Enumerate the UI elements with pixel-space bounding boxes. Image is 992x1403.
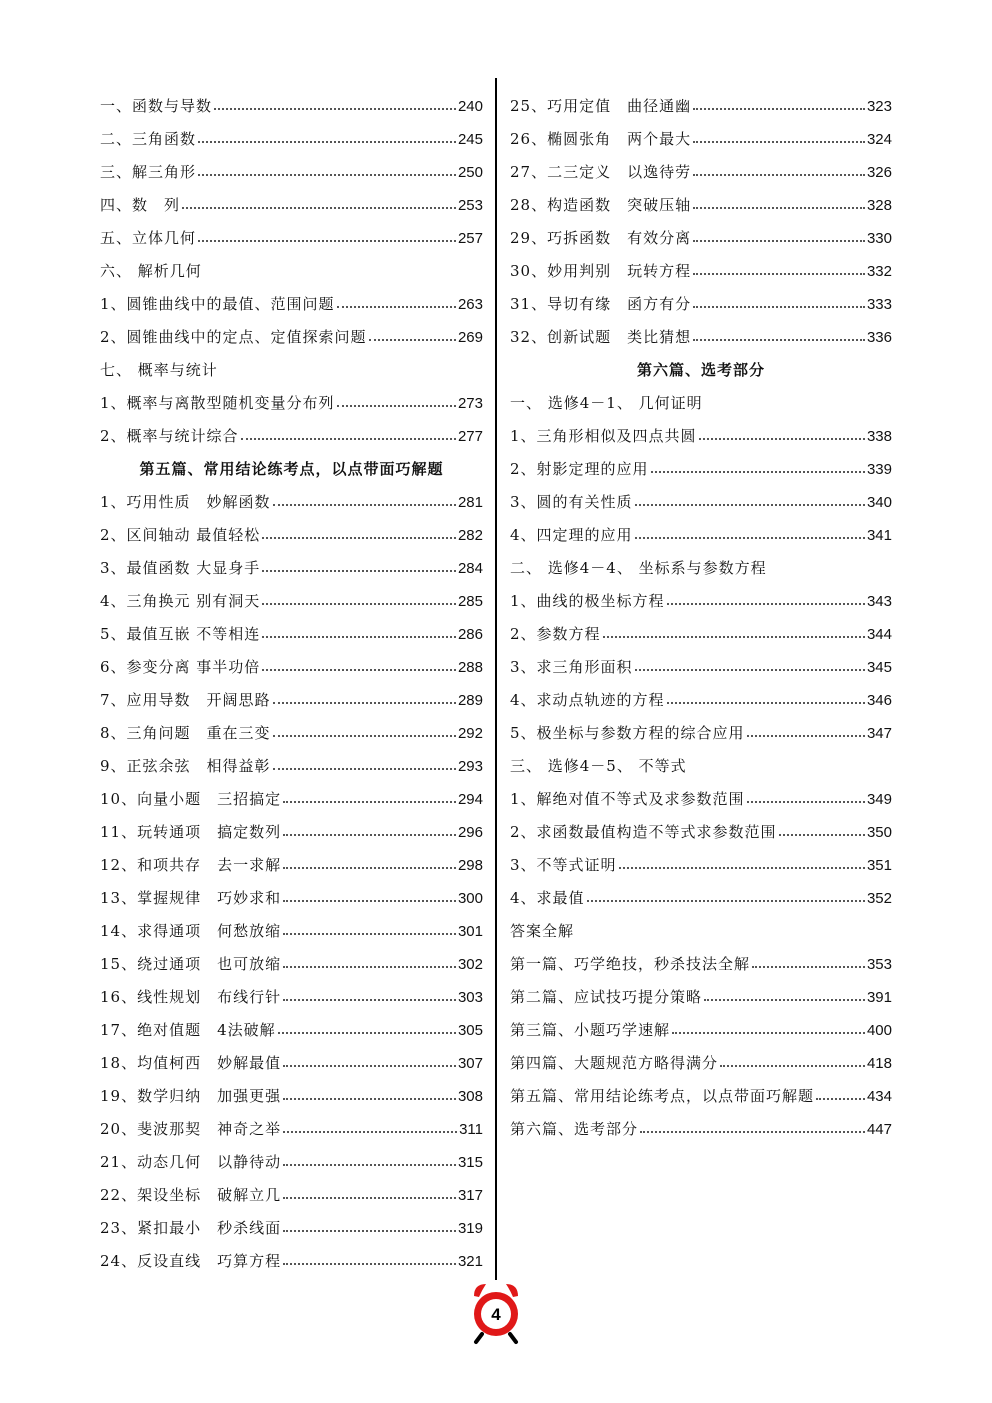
toc-right-column [510, 90, 892, 1146]
toc-entry [510, 783, 892, 816]
dot-leader [283, 1230, 456, 1232]
dot-leader [278, 1032, 456, 1034]
toc-entry-page: 305 [457, 1022, 483, 1039]
dot-leader [693, 306, 865, 308]
toc-entry-page: 339 [866, 461, 892, 478]
toc-entry [100, 915, 483, 948]
toc-entry [100, 1014, 483, 1047]
toc-entry-page: 293 [457, 758, 483, 775]
toc-entry-label: 三、解三角形 [100, 163, 197, 181]
dot-leader [283, 1131, 457, 1133]
toc-entry-page: 298 [457, 857, 483, 874]
section-heading: 二、 选修4－4、 坐标系与参数方程 [510, 559, 767, 577]
toc-entry-page: 326 [866, 164, 892, 181]
toc-entry-label: 4、三角换元 别有洞天 [100, 592, 261, 610]
dot-leader [693, 141, 865, 143]
toc-entry-label: 17、绝对值题 4法破解 [100, 1021, 276, 1039]
toc-entry [510, 1113, 892, 1146]
alarm-clock-icon [470, 1280, 522, 1346]
dot-leader [672, 1032, 865, 1034]
dot-leader [747, 801, 865, 803]
toc-entry-label: 28、构造函数 突破压轴 [510, 196, 692, 214]
toc-entry-page: 308 [457, 1088, 483, 1105]
toc-entry-label: 1、概率与离散型随机变量分布列 [100, 394, 335, 412]
dot-leader [635, 669, 865, 671]
dot-leader [704, 999, 865, 1001]
toc-entry [510, 123, 892, 156]
toc-entry-page: 332 [866, 263, 892, 280]
dot-leader [693, 174, 865, 176]
toc-entry-page: 288 [457, 659, 483, 676]
toc-entry [510, 684, 892, 717]
toc-entry [100, 288, 483, 321]
toc-entry-page: 286 [457, 626, 483, 643]
toc-entry-label: 2、区间轴动 最值轻松 [100, 526, 261, 544]
toc-entry [100, 222, 483, 255]
toc-entry-page: 263 [457, 296, 483, 313]
toc-entry-label: 7、应用导数 开阔思路 [100, 691, 271, 709]
toc-entry [510, 222, 892, 255]
toc-entry-label: 3、不等式证明 [510, 856, 617, 874]
dot-leader [693, 339, 865, 341]
toc-entry-page: 294 [457, 791, 483, 808]
toc-entry-label: 第二篇、应试技巧提分策略 [510, 988, 703, 1006]
dot-leader [816, 1098, 865, 1100]
dot-leader [283, 867, 456, 869]
toc-entry-label: 5、最值互嵌 不等相连 [100, 625, 261, 643]
toc-entry-page: 344 [866, 626, 892, 643]
toc-entry [510, 288, 892, 321]
toc-entry-page: 391 [866, 989, 892, 1006]
toc-entry-page: 289 [457, 692, 483, 709]
toc-entry-page: 292 [457, 725, 483, 742]
dot-leader [640, 1131, 865, 1133]
toc-entry-page: 347 [866, 725, 892, 742]
toc-entry [510, 321, 892, 354]
dot-leader [283, 933, 456, 935]
toc-entry [510, 486, 892, 519]
toc-entry [510, 618, 892, 651]
dot-leader [635, 504, 865, 506]
toc-entry [100, 717, 483, 750]
dot-leader [273, 702, 456, 704]
toc-entry-page: 328 [866, 197, 892, 214]
toc-entry [100, 1179, 483, 1212]
toc-entry [100, 1245, 483, 1278]
dot-leader [667, 702, 865, 704]
toc-entry [100, 816, 483, 849]
toc-entry-label: 15、绕过通项 也可放缩 [100, 955, 282, 973]
toc-entry-label: 9、正弦余弦 相得益彰 [100, 757, 271, 775]
toc-entry [510, 156, 892, 189]
toc-entry-page: 250 [457, 164, 483, 181]
toc-entry-page: 349 [866, 791, 892, 808]
dot-leader [752, 966, 865, 968]
toc-entry [100, 156, 483, 189]
toc-entry-label: 第四篇、大题规范方略得满分 [510, 1054, 719, 1072]
toc-entry [510, 519, 892, 552]
toc-entry-page: 245 [457, 131, 483, 148]
toc-entry-page: 323 [866, 98, 892, 115]
section-heading: 七、 概率与统计 [100, 361, 218, 379]
toc-entry-label: 18、均值柯西 妙解最值 [100, 1054, 282, 1072]
toc-entry [510, 585, 892, 618]
toc-entry-page: 434 [866, 1088, 892, 1105]
toc-entry-label: 第一篇、巧学绝技，秒杀技法全解 [510, 955, 751, 973]
toc-entry-label: 21、动态几何 以静待动 [100, 1153, 282, 1171]
section-heading: 六、 解析几何 [100, 262, 202, 280]
toc-entry-label: 2、圆锥曲线中的定点、定值探索问题 [100, 328, 367, 346]
toc-entry-page: 321 [457, 1253, 483, 1270]
dot-leader [667, 603, 865, 605]
dot-leader [619, 867, 865, 869]
dot-leader [273, 768, 456, 770]
dot-leader [587, 900, 865, 902]
toc-entry [510, 816, 892, 849]
column-divider [495, 78, 497, 1280]
toc-entry-page: 447 [866, 1121, 892, 1138]
dot-leader [693, 273, 865, 275]
toc-entry-page: 307 [457, 1055, 483, 1072]
toc-entry-page: 418 [866, 1055, 892, 1072]
toc-entry [100, 618, 483, 651]
toc-entry-page: 319 [457, 1220, 483, 1237]
toc-entry [100, 123, 483, 156]
toc-entry [510, 1080, 892, 1113]
toc-entry-page: 343 [866, 593, 892, 610]
dot-leader [283, 1098, 456, 1100]
toc-entry-page: 317 [457, 1187, 483, 1204]
dot-leader [283, 966, 456, 968]
dot-leader [283, 999, 456, 1001]
toc-entry-page: 400 [866, 1022, 892, 1039]
toc-entry [100, 1146, 483, 1179]
dot-leader [273, 504, 456, 506]
toc-entry-label: 19、数学归纳 加强更强 [100, 1087, 282, 1105]
toc-entry [100, 849, 483, 882]
dot-leader [198, 141, 456, 143]
toc-entry [510, 717, 892, 750]
dot-leader [693, 108, 865, 110]
toc-entry-label: 12、和项共存 去一求解 [100, 856, 282, 874]
toc-entry-label: 23、紧扣最小 秒杀线面 [100, 1219, 282, 1237]
toc-entry [100, 552, 483, 585]
toc-entry-page: 350 [866, 824, 892, 841]
toc-entry-label: 4、求动点轨迹的方程 [510, 691, 665, 709]
toc-entry-page: 340 [866, 494, 892, 511]
toc-entry-page: 257 [457, 230, 483, 247]
toc-entry [100, 1047, 483, 1080]
toc-entry-page: 269 [457, 329, 483, 346]
toc-entry-page: 333 [866, 296, 892, 313]
toc-entry [100, 981, 483, 1014]
section-heading: 一、 选修4－1、 几何证明 [510, 394, 703, 412]
toc-entry-label: 二、三角函数 [100, 130, 197, 148]
toc-entry-page: 301 [457, 923, 483, 940]
toc-entry-page: 346 [866, 692, 892, 709]
toc-entry [100, 783, 483, 816]
dot-leader [779, 834, 865, 836]
page-number-badge [470, 1280, 522, 1346]
toc-entry-label: 20、斐波那契 神奇之举 [100, 1120, 282, 1138]
toc-entry [100, 882, 483, 915]
toc-entry-page: 341 [866, 527, 892, 544]
toc-entry-label: 30、妙用判别 玩转方程 [510, 262, 692, 280]
toc-entry-label: 31、导切有缘 函方有分 [510, 295, 692, 313]
toc-entry-page: 311 [459, 1121, 483, 1138]
toc-entry-label: 6、参变分离 事半功倍 [100, 658, 261, 676]
toc-entry-label: 24、反设直线 巧算方程 [100, 1252, 282, 1270]
toc-entry-label: 1、圆锥曲线中的最值、范围问题 [100, 295, 335, 313]
toc-entry-label: 13、掌握规律 巧妙求和 [100, 889, 282, 907]
toc-entry-label: 2、概率与统计综合 [100, 427, 239, 445]
dot-leader [241, 438, 456, 440]
toc-entry-label: 一、函数与导数 [100, 97, 213, 115]
toc-entry [100, 321, 483, 354]
toc-entry-page: 277 [457, 428, 483, 445]
toc-entry-label: 22、架设坐标 破解立几 [100, 1186, 282, 1204]
dot-leader [369, 339, 456, 341]
dot-leader [262, 537, 456, 539]
toc-entry-page: 315 [457, 1154, 483, 1171]
toc-entry-label: 4、四定理的应用 [510, 526, 633, 544]
toc-entry-label: 32、创新试题 类比猜想 [510, 328, 692, 346]
dot-leader [283, 1164, 456, 1166]
toc-entry-label: 1、解绝对值不等式及求参数范围 [510, 790, 745, 808]
toc-entry [100, 684, 483, 717]
toc-entry [510, 849, 892, 882]
dot-leader [262, 570, 456, 572]
toc-entry-label: 16、线性规划 布线行针 [100, 988, 282, 1006]
toc-entry [100, 387, 483, 420]
toc-entry-page: 336 [866, 329, 892, 346]
section-title: 第五篇、常用结论练考点，以点带面巧解题 [139, 460, 444, 478]
toc-entry [100, 1113, 483, 1146]
toc-entry-label: 4、求最值 [510, 889, 585, 907]
dot-leader [198, 174, 456, 176]
toc-left-column [100, 90, 483, 1278]
dot-leader [198, 240, 456, 242]
toc-entry-label: 26、椭圆张角 两个最大 [510, 130, 692, 148]
toc-entry-page: 253 [457, 197, 483, 214]
dot-leader [283, 900, 456, 902]
toc-entry [510, 420, 892, 453]
toc-entry [510, 1047, 892, 1080]
dot-leader [283, 801, 456, 803]
dot-leader [283, 1065, 456, 1067]
toc-entry-page: 281 [457, 494, 483, 511]
toc-entry-label: 14、求得通项 何愁放缩 [100, 922, 282, 940]
toc-entry-page: 330 [866, 230, 892, 247]
dot-leader [693, 240, 865, 242]
dot-leader [603, 636, 865, 638]
toc-entry [100, 1212, 483, 1245]
toc-entry-page: 240 [457, 98, 483, 115]
dot-leader [699, 438, 865, 440]
toc-entry-page: 345 [866, 659, 892, 676]
toc-entry-page: 338 [866, 428, 892, 445]
dot-leader [262, 636, 456, 638]
section-title: 第六篇、选考部分 [636, 361, 765, 379]
toc-entry [100, 486, 483, 519]
toc-entry [510, 189, 892, 222]
toc-entry-page: 303 [457, 989, 483, 1006]
dot-leader [693, 207, 865, 209]
dot-leader [283, 834, 456, 836]
toc-entry-page: 284 [457, 560, 483, 577]
dot-leader [182, 207, 456, 209]
dot-leader [262, 603, 456, 605]
toc-entry-label: 3、最值函数 大显身手 [100, 559, 261, 577]
dot-leader [273, 735, 456, 737]
toc-entry [510, 255, 892, 288]
toc-entry [100, 189, 483, 222]
section-heading: 答案全解 [510, 922, 575, 940]
toc-entry [100, 519, 483, 552]
toc-entry-label: 五、立体几何 [100, 229, 197, 247]
dot-leader [283, 1197, 456, 1199]
toc-entry [100, 90, 483, 123]
dot-leader [214, 108, 456, 110]
toc-entry-label: 2、求函数最值构造不等式求参数范围 [510, 823, 777, 841]
toc-entry-label: 第三篇、小题巧学速解 [510, 1021, 671, 1039]
dot-leader [283, 1263, 456, 1265]
toc-entry [510, 453, 892, 486]
toc-entry-label: 10、向量小题 三招搞定 [100, 790, 282, 808]
toc-entry-page: 273 [457, 395, 483, 412]
toc-entry [100, 948, 483, 981]
toc-entry-page: 296 [457, 824, 483, 841]
toc-entry [510, 948, 892, 981]
toc-entry-label: 27、二三定义 以逸待劳 [510, 163, 692, 181]
dot-leader [635, 537, 865, 539]
toc-entry-page: 282 [457, 527, 483, 544]
toc-entry [100, 1080, 483, 1113]
dot-leader [262, 669, 456, 671]
dot-leader [747, 735, 865, 737]
toc-entry-label: 1、三角形相似及四点共圆 [510, 427, 697, 445]
toc-entry-label: 四、数 列 [100, 196, 181, 214]
toc-entry [100, 420, 483, 453]
toc-entry-label: 5、极坐标与参数方程的综合应用 [510, 724, 745, 742]
toc-entry-page: 352 [866, 890, 892, 907]
toc-entry-label: 2、参数方程 [510, 625, 601, 643]
toc-entry-label: 11、玩转通项 搞定数列 [100, 823, 282, 841]
dot-leader [337, 306, 456, 308]
toc-entry-page: 324 [866, 131, 892, 148]
toc-entry-label: 1、巧用性质 妙解函数 [100, 493, 271, 511]
toc-entry [510, 882, 892, 915]
toc-entry-page: 300 [457, 890, 483, 907]
toc-entry-label: 25、巧用定值 曲径通幽 [510, 97, 692, 115]
toc-entry [510, 981, 892, 1014]
toc-entry-label: 3、求三角形面积 [510, 658, 633, 676]
toc-entry-label: 1、曲线的极坐标方程 [510, 592, 665, 610]
toc-entry-page: 285 [457, 593, 483, 610]
toc-entry-label: 第六篇、选考部分 [510, 1120, 639, 1138]
dot-leader [651, 471, 865, 473]
toc-entry-label: 第五篇、常用结论练考点，以点带面巧解题 [510, 1087, 815, 1105]
toc-entry [100, 750, 483, 783]
toc-entry-label: 2、射影定理的应用 [510, 460, 649, 478]
toc-entry [510, 90, 892, 123]
toc-entry-label: 29、巧拆函数 有效分离 [510, 229, 692, 247]
toc-entry-label: 3、圆的有关性质 [510, 493, 633, 511]
toc-entry [510, 1014, 892, 1047]
toc-entry-page: 351 [866, 857, 892, 874]
section-heading: 三、 选修4－5、 不等式 [510, 757, 687, 775]
toc-entry-page: 302 [457, 956, 483, 973]
toc-entry-page: 353 [866, 956, 892, 973]
toc-entry [100, 585, 483, 618]
dot-leader [337, 405, 456, 407]
toc-entry-label: 8、三角问题 重在三变 [100, 724, 271, 742]
page-number: 4 [491, 1305, 501, 1324]
toc-entry [100, 651, 483, 684]
toc-entry [510, 651, 892, 684]
dot-leader [720, 1065, 865, 1067]
